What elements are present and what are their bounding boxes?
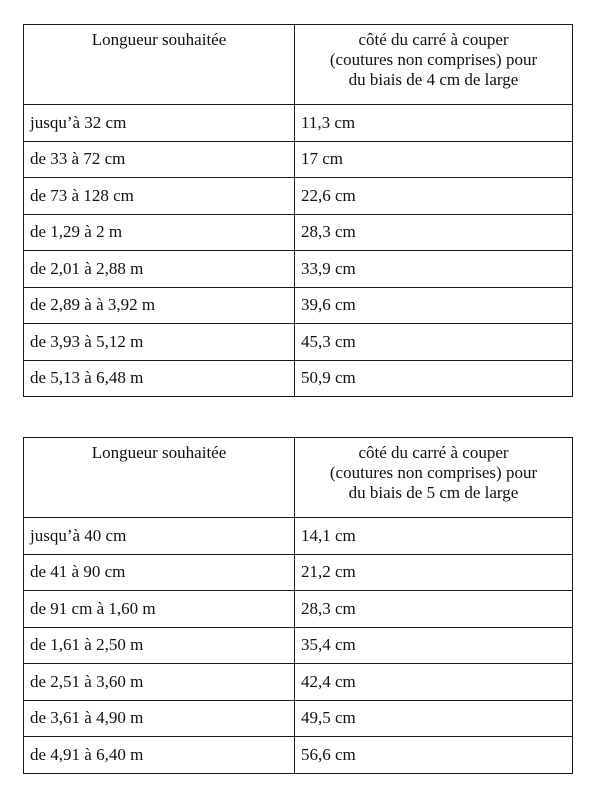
table-row	[24, 287, 573, 324]
length-cell: de 33 à 72 cm	[24, 141, 295, 178]
table-header-row	[24, 25, 573, 105]
table-row	[24, 105, 573, 142]
header-length	[24, 25, 295, 105]
side-cell: 28,3 cm	[295, 214, 573, 251]
side-cell: 14,1 cm	[295, 518, 573, 555]
table-row	[24, 627, 573, 664]
side-cell: 39,6 cm	[295, 287, 573, 324]
length-cell: jusqu’à 40 cm	[24, 518, 295, 555]
side-cell: 45,3 cm	[295, 324, 573, 361]
length-cell: de 1,61 à 2,50 m	[24, 627, 295, 664]
length-cell: de 2,51 à 3,60 m	[24, 664, 295, 701]
length-cell: de 3,61 à 4,90 m	[24, 700, 295, 737]
length-cell: de 91 cm à 1,60 m	[24, 591, 295, 628]
side-cell: 17 cm	[295, 141, 573, 178]
table-row	[24, 554, 573, 591]
length-cell: de 5,13 à 6,48 m	[24, 360, 295, 397]
table-row	[24, 664, 573, 701]
side-cell: 56,6 cm	[295, 737, 573, 774]
length-cell: de 2,89 à à 3,92 m	[24, 287, 295, 324]
header-side-line-2: (coutures non comprises) pour	[329, 50, 538, 69]
table-row	[24, 700, 573, 737]
header-side-line-1: côté du carré à couper	[358, 443, 509, 462]
table-row	[24, 518, 573, 555]
side-cell: 22,6 cm	[295, 178, 573, 215]
header-length	[24, 438, 295, 518]
header-side-line-3: du biais de 4 cm de large	[348, 70, 519, 89]
header-length-label: Longueur souhaitée	[91, 443, 227, 462]
header-side-line-2: (coutures non comprises) pour	[329, 463, 538, 482]
bias-table-4cm	[23, 24, 573, 397]
table-row	[24, 360, 573, 397]
header-square-side	[295, 438, 573, 518]
header-square-side	[295, 25, 573, 105]
side-cell: 11,3 cm	[295, 105, 573, 142]
side-cell: 28,3 cm	[295, 591, 573, 628]
side-cell: 33,9 cm	[295, 251, 573, 288]
side-cell: 42,4 cm	[295, 664, 573, 701]
header-length-label: Longueur souhaitée	[91, 30, 227, 49]
length-cell: de 2,01 à 2,88 m	[24, 251, 295, 288]
header-side-line-1: côté du carré à couper	[358, 30, 509, 49]
length-cell: jusqu’à 32 cm	[24, 105, 295, 142]
side-cell: 50,9 cm	[295, 360, 573, 397]
table-row	[24, 178, 573, 215]
table-row	[24, 591, 573, 628]
side-cell: 21,2 cm	[295, 554, 573, 591]
bias-table-5cm	[23, 437, 573, 774]
side-cell: 49,5 cm	[295, 700, 573, 737]
length-cell: de 4,91 à 6,40 m	[24, 737, 295, 774]
header-side-line-3: du biais de 5 cm de large	[348, 483, 519, 502]
length-cell: de 73 à 128 cm	[24, 178, 295, 215]
table-row	[24, 214, 573, 251]
table-row	[24, 737, 573, 774]
length-cell: de 3,93 à 5,12 m	[24, 324, 295, 361]
length-cell: de 41 à 90 cm	[24, 554, 295, 591]
length-cell: de 1,29 à 2 m	[24, 214, 295, 251]
side-cell: 35,4 cm	[295, 627, 573, 664]
table-header-row	[24, 438, 573, 518]
table-row	[24, 251, 573, 288]
table-row	[24, 141, 573, 178]
table-row	[24, 324, 573, 361]
